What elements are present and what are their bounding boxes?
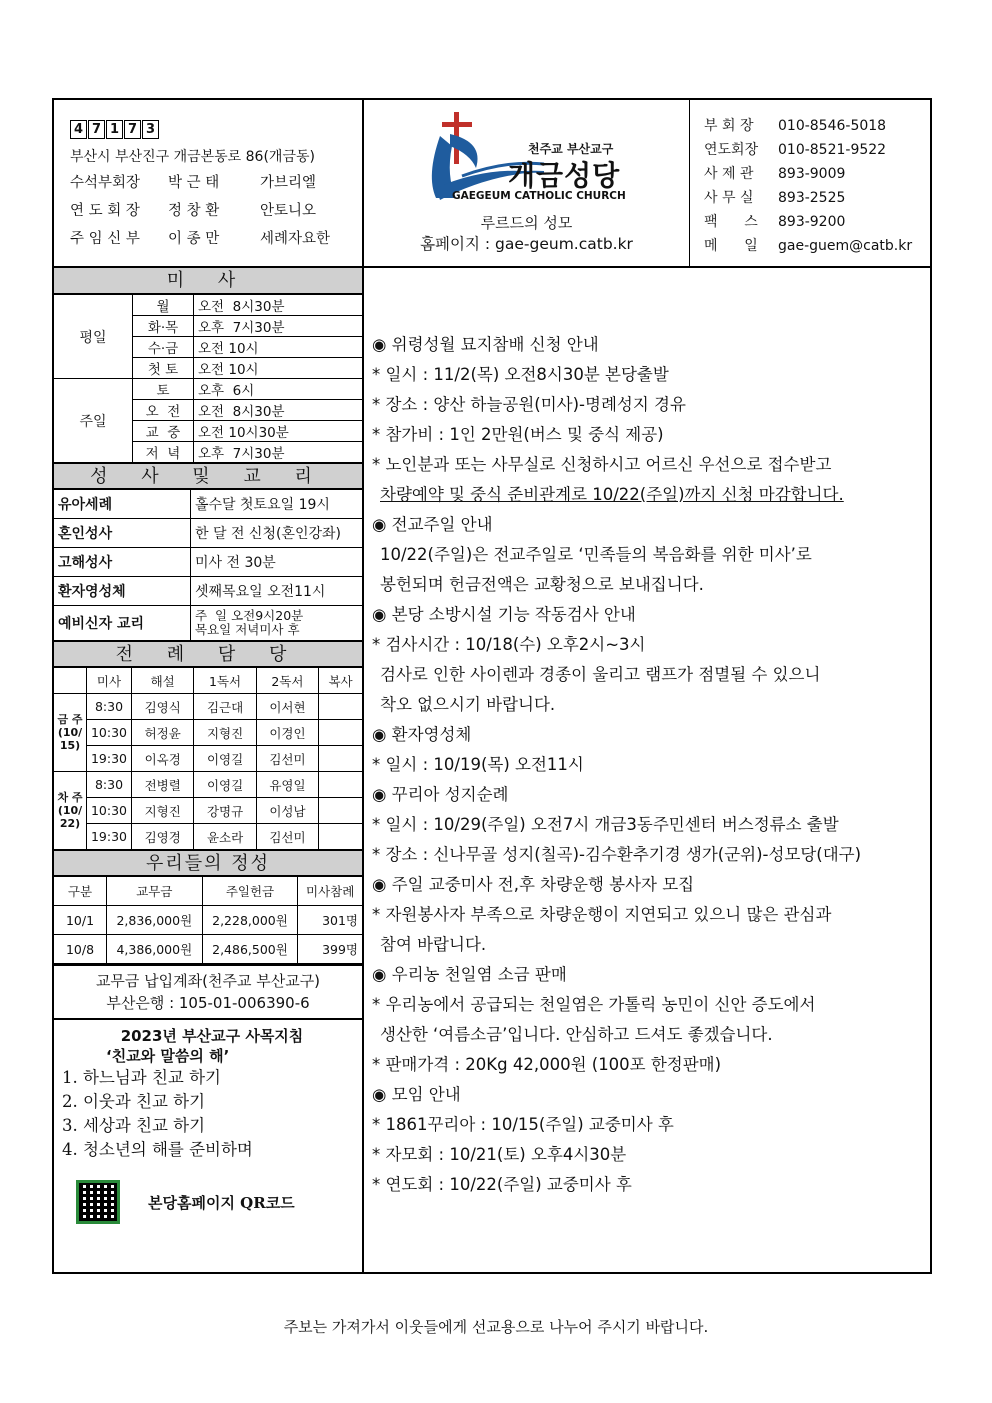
announcement-line: * 자원봉사자 부족으로 차량운행이 지연되고 있으니 많은 관심과: [372, 905, 832, 924]
mass-time: 19:30: [87, 746, 132, 772]
staff-saint: 세례자요한: [260, 231, 331, 247]
staff-row: [70, 225, 362, 253]
offering-date: 10/1: [54, 906, 107, 935]
zip-digit: 7: [124, 120, 141, 139]
second-reader: 이성남: [256, 798, 318, 824]
mass-day: 교 중: [133, 421, 194, 442]
column-header: 미사: [87, 668, 132, 694]
column-header: 주일헌금: [202, 877, 298, 906]
first-reader: 강명규: [194, 798, 256, 824]
announcement-line: 참여 바랍니다.: [380, 935, 487, 954]
table-header-row: [54, 668, 362, 694]
announcement-line: * 1861꾸리아 : 10/15(주일) 교중미사 후: [372, 1115, 674, 1134]
motto-item: 1. 하느님과 친교 하기: [62, 1068, 221, 1087]
mass-group-label: 주일: [54, 379, 133, 463]
footer-note: 주보는 가져가서 이웃들에게 선교용으로 나누어 주시기 바랍니다.: [283, 1318, 709, 1336]
offerings-section-title: 우리들의 정성: [54, 850, 362, 876]
mass-day: 저 녁: [133, 442, 194, 463]
server: [319, 694, 362, 720]
mass-section-title: 미 사: [54, 268, 362, 294]
announcement-line: * 판매가격 : 20Kg 42,000원 (100포 한정판매): [372, 1055, 722, 1074]
commentator: 김영식: [132, 694, 194, 720]
contact-row: [704, 234, 930, 258]
mass-time: 10:30: [87, 798, 132, 824]
server: [319, 720, 362, 746]
announcement-line: 착오 없으시기 바랍니다.: [380, 695, 556, 714]
table-row: [54, 824, 362, 850]
announcement-line: 봉헌되며 헌금전액은 교황청으로 보내집니다.: [380, 575, 704, 594]
sacrament-time: 홀수달 첫토요일 19시: [191, 490, 363, 519]
mass-time: 오전 8시30분: [194, 295, 363, 316]
sunday-collection: 2,486,500원: [202, 935, 298, 964]
announcement-heading: ◉ 주일 교중미사 전,후 차량운행 봉사자 모집: [372, 875, 695, 894]
left-column: [54, 268, 364, 1272]
table-row: [54, 746, 362, 772]
mass-day: 화·목: [133, 316, 194, 337]
announcement-line: 차량예약 및 중식 준비관계로 10/22(주일)까지 신청 마감합니다.: [380, 485, 844, 504]
commentator: 김영경: [132, 824, 194, 850]
qr-code-icon[interactable]: [76, 1180, 120, 1224]
staff-saint: 안토니오: [260, 203, 317, 219]
server: [319, 798, 362, 824]
attendance: 301명: [298, 906, 362, 935]
announcement-line: * 일시 : 10/19(목) 오전11시: [372, 755, 584, 774]
account-title: 교무금 납입계좌(천주교 부산교구): [95, 972, 321, 990]
sacrament-name: 혼인성사: [54, 519, 191, 548]
mass-time: 오전 10시: [194, 358, 363, 379]
table-row: [54, 720, 362, 746]
table-row: [54, 906, 362, 935]
first-reader: 윤소라: [194, 824, 256, 850]
attendance: 399명: [298, 935, 362, 964]
second-reader: 김선미: [256, 824, 318, 850]
contact-row: [704, 186, 930, 210]
motto-item: 3. 세상과 친교 하기: [62, 1116, 206, 1135]
sacrament-time: 한 달 전 신청(혼인강좌): [191, 519, 363, 548]
second-reader: 김선미: [256, 746, 318, 772]
contact-label: 사 무 실: [704, 190, 754, 206]
staff-name: 정 창 환: [168, 203, 220, 219]
server: [319, 824, 362, 850]
contact-value: 010-8546-5018: [778, 118, 887, 134]
table-row: [54, 935, 362, 964]
staff-row: [70, 197, 362, 225]
mass-time: 8:30: [87, 694, 132, 720]
contact-value: 893-2525: [778, 190, 846, 206]
parish-name: 개금성당: [508, 159, 621, 192]
sunday-collection: 2,228,000원: [202, 906, 298, 935]
announcement-line: 10/22(주일)은 전교주일로 ‘민족들의 복음화를 위한 미사’로: [380, 545, 812, 564]
patron-saint: 루르드의 성모: [480, 214, 573, 232]
staff-role: 수석부회장: [70, 175, 141, 191]
staff-name: 이 종 만: [168, 231, 220, 247]
server: [319, 746, 362, 772]
table-row: [54, 379, 362, 400]
column-header: 2독서: [256, 668, 318, 694]
liturgy-table: [54, 667, 362, 850]
announcement-line: * 검사시간 : 10/18(수) 오후2시~3시: [372, 635, 646, 654]
table-row: [54, 519, 362, 548]
staff-role: 주 임 신 부: [70, 231, 140, 247]
table-row: [54, 577, 362, 606]
zip-digit: 4: [70, 120, 87, 139]
catechism-sunday: 주 일 오전9시20분: [195, 608, 304, 623]
qr-block: [62, 1180, 362, 1224]
parish-dues: 4,386,000원: [107, 935, 203, 964]
contact-label: 부 회 장: [704, 118, 754, 134]
staff-saint: 가브리엘: [260, 175, 317, 191]
sacrament-time: 셋째목요일 오전11시: [191, 577, 363, 606]
mass-time: 오후 7시30분: [194, 316, 363, 337]
sacrament-name: 예비신자 교리: [54, 606, 191, 641]
homepage-url: 홈페이지 : gae-geum.catb.kr: [420, 235, 633, 253]
mass-day: 토: [133, 379, 194, 400]
contact-value: 893-9200: [778, 214, 846, 230]
mass-schedule-table: [54, 294, 362, 463]
commentator: 전병렬: [132, 772, 194, 798]
commentator: 허정윤: [132, 720, 194, 746]
announcement-line: 검사로 인한 사이렌과 경종이 울리고 램프가 점멸될 수 있으니: [380, 665, 821, 684]
first-reader: 이영길: [194, 772, 256, 798]
parish-english-name: GAEGEUM CATHOLIC CHURCH: [452, 190, 626, 202]
announcement-heading: ◉ 모임 안내: [372, 1085, 461, 1104]
column-header: 복사: [319, 668, 362, 694]
announcement-line: 생산한 ‘여름소금’입니다. 안심하고 드셔도 좋겠습니다.: [380, 1025, 773, 1044]
contact-value: gae-guem@catb.kr: [778, 238, 913, 254]
zip-code: [70, 120, 362, 139]
second-reader: 유영일: [256, 772, 318, 798]
contact-value: 010-8521-9522: [778, 142, 887, 158]
motto-title: 2023년 부산교구 사목지침: [120, 1027, 304, 1045]
table-row: [54, 548, 362, 577]
contact-row: [704, 114, 930, 138]
column-header: 미사참례: [298, 877, 362, 906]
account-number: 부산은행 : 105-01-006390-6: [106, 994, 310, 1012]
table-row: [54, 490, 362, 519]
motto-item: 2. 이웃과 친교 하기: [62, 1092, 206, 1111]
mass-day: 오 전: [133, 400, 194, 421]
second-reader: 이경인: [256, 720, 318, 746]
mass-time: 오후 7시30분: [194, 442, 363, 463]
catechism-thursday: 목요일 저녁미사 후: [195, 622, 300, 637]
column-header: 1독서: [194, 668, 256, 694]
table-header-row: [54, 877, 362, 906]
mass-day: 첫 토: [133, 358, 194, 379]
motto-subtitle: ‘친교와 말씀의 해’: [106, 1047, 230, 1065]
announcement-heading: ◉ 우리농 천일염 소금 판매: [372, 965, 567, 984]
first-reader: 이영길: [194, 746, 256, 772]
mass-time: 오전 10시30분: [194, 421, 363, 442]
announcement-line: * 장소 : 신나무골 성지(칠곡)-김수환추기경 생가(군위)-성모당(대구): [372, 845, 862, 864]
staff-name: 박 근 태: [168, 175, 220, 191]
announcement-line: * 자모회 : 10/21(토) 오후4시30분: [372, 1145, 627, 1164]
contact-label: 메 일: [704, 238, 758, 254]
mass-day: 월: [133, 295, 194, 316]
mass-group-label: 평일: [54, 295, 133, 379]
contact-value: 893-9009: [778, 166, 846, 182]
motto-item: 4. 청소년의 해를 준비하며: [62, 1140, 253, 1159]
sacraments-section-title: 성 사 및 교 리: [54, 463, 362, 489]
sacrament-name: 고해성사: [54, 548, 191, 577]
announcement-line: * 노인분과 또는 사무실로 신청하시고 어르신 우선으로 접수받고: [372, 455, 832, 474]
sacrament-time: 미사 전 30분: [191, 548, 363, 577]
table-row: [54, 694, 362, 720]
announcement-line: * 참가비 : 1인 2만원(버스 및 중식 제공): [372, 425, 664, 444]
mass-time: 오후 6시: [194, 379, 363, 400]
announcement-heading: ◉ 꾸리아 성지순례: [372, 785, 509, 804]
parish-dues: 2,836,000원: [107, 906, 203, 935]
column-header: 해설: [132, 668, 194, 694]
announcement-line: * 연도회 : 10/22(주일) 교중미사 후: [372, 1175, 632, 1194]
announcement-heading: ◉ 전교주일 안내: [372, 515, 493, 534]
announcement-line: * 장소 : 양산 하늘공원(미사)-명례성지 경유: [372, 395, 686, 414]
announcement-line: * 일시 : 10/29(주일) 오전7시 개금3동주민센터 버스정류소 출발: [372, 815, 839, 834]
first-reader: 김근대: [194, 694, 256, 720]
commentator: 지형진: [132, 798, 194, 824]
contact-row: [704, 162, 930, 186]
header-logo: [364, 100, 690, 268]
zip-digit: 1: [106, 120, 123, 139]
contact-list: [690, 100, 930, 268]
week-label: 차 주 (10/ 22): [54, 772, 87, 850]
sacrament-name: 유아세례: [54, 490, 191, 519]
bank-account: [54, 964, 362, 1020]
commentator: 이옥경: [132, 746, 194, 772]
announcement-heading: ◉ 본당 소방시설 기능 작동검사 안내: [372, 605, 636, 624]
mass-time: 오전 8시30분: [194, 400, 363, 421]
announcement-heading: ◉ 위령성월 묘지참배 신청 안내: [372, 335, 599, 354]
contact-label: 사 제 관: [704, 166, 754, 182]
header-info: [54, 100, 364, 268]
mass-time: 8:30: [87, 772, 132, 798]
mass-time: 오전 10시: [194, 337, 363, 358]
pastoral-motto: [54, 1020, 362, 1224]
announcement-line: * 일시 : 11/2(목) 오전8시30분 본당출발: [372, 365, 669, 384]
contact-row: [704, 210, 930, 234]
table-row: [54, 606, 362, 641]
offering-date: 10/8: [54, 935, 107, 964]
zip-digit: 7: [88, 120, 105, 139]
zip-digit: 3: [142, 120, 159, 139]
liturgy-section-title: 전 례 담 당: [54, 641, 362, 667]
contact-row: [704, 138, 930, 162]
table-row: [54, 798, 362, 824]
bulletin-frame: [52, 98, 932, 1274]
server: [319, 772, 362, 798]
mass-time: 19:30: [87, 824, 132, 850]
mass-time: 10:30: [87, 720, 132, 746]
announcement-heading: ◉ 환자영성체: [372, 725, 472, 744]
qr-label: 본당홈페이지 QR코드: [148, 1193, 295, 1212]
staff-row: [70, 169, 362, 197]
staff-role: 연 도 회 장: [70, 203, 140, 219]
offerings-table: [54, 876, 362, 964]
contact-label: 연도회장: [704, 142, 759, 158]
diocese-name: 천주교 부산교구: [528, 142, 614, 156]
column-header: [54, 668, 87, 694]
column-header: 구분: [54, 877, 107, 906]
first-reader: 지형진: [194, 720, 256, 746]
address: 부산시 부산진구 개금본동로 86(개금동): [70, 149, 315, 165]
table-row: [54, 295, 362, 316]
table-row: [54, 772, 362, 798]
week-label: 금 주 (10/ 15): [54, 694, 87, 772]
sacraments-table: [54, 489, 362, 641]
contact-label: 팩 스: [704, 214, 758, 230]
announcements: [364, 268, 930, 1272]
sacrament-time: [191, 606, 363, 641]
announcement-line: * 우리농에서 공급되는 천일염은 가톨릭 농민이 신안 증도에서: [372, 995, 816, 1014]
sacrament-name: 환자영성체: [54, 577, 191, 606]
mass-day: 수·금: [133, 337, 194, 358]
second-reader: 이서현: [256, 694, 318, 720]
column-header: 교무금: [107, 877, 203, 906]
